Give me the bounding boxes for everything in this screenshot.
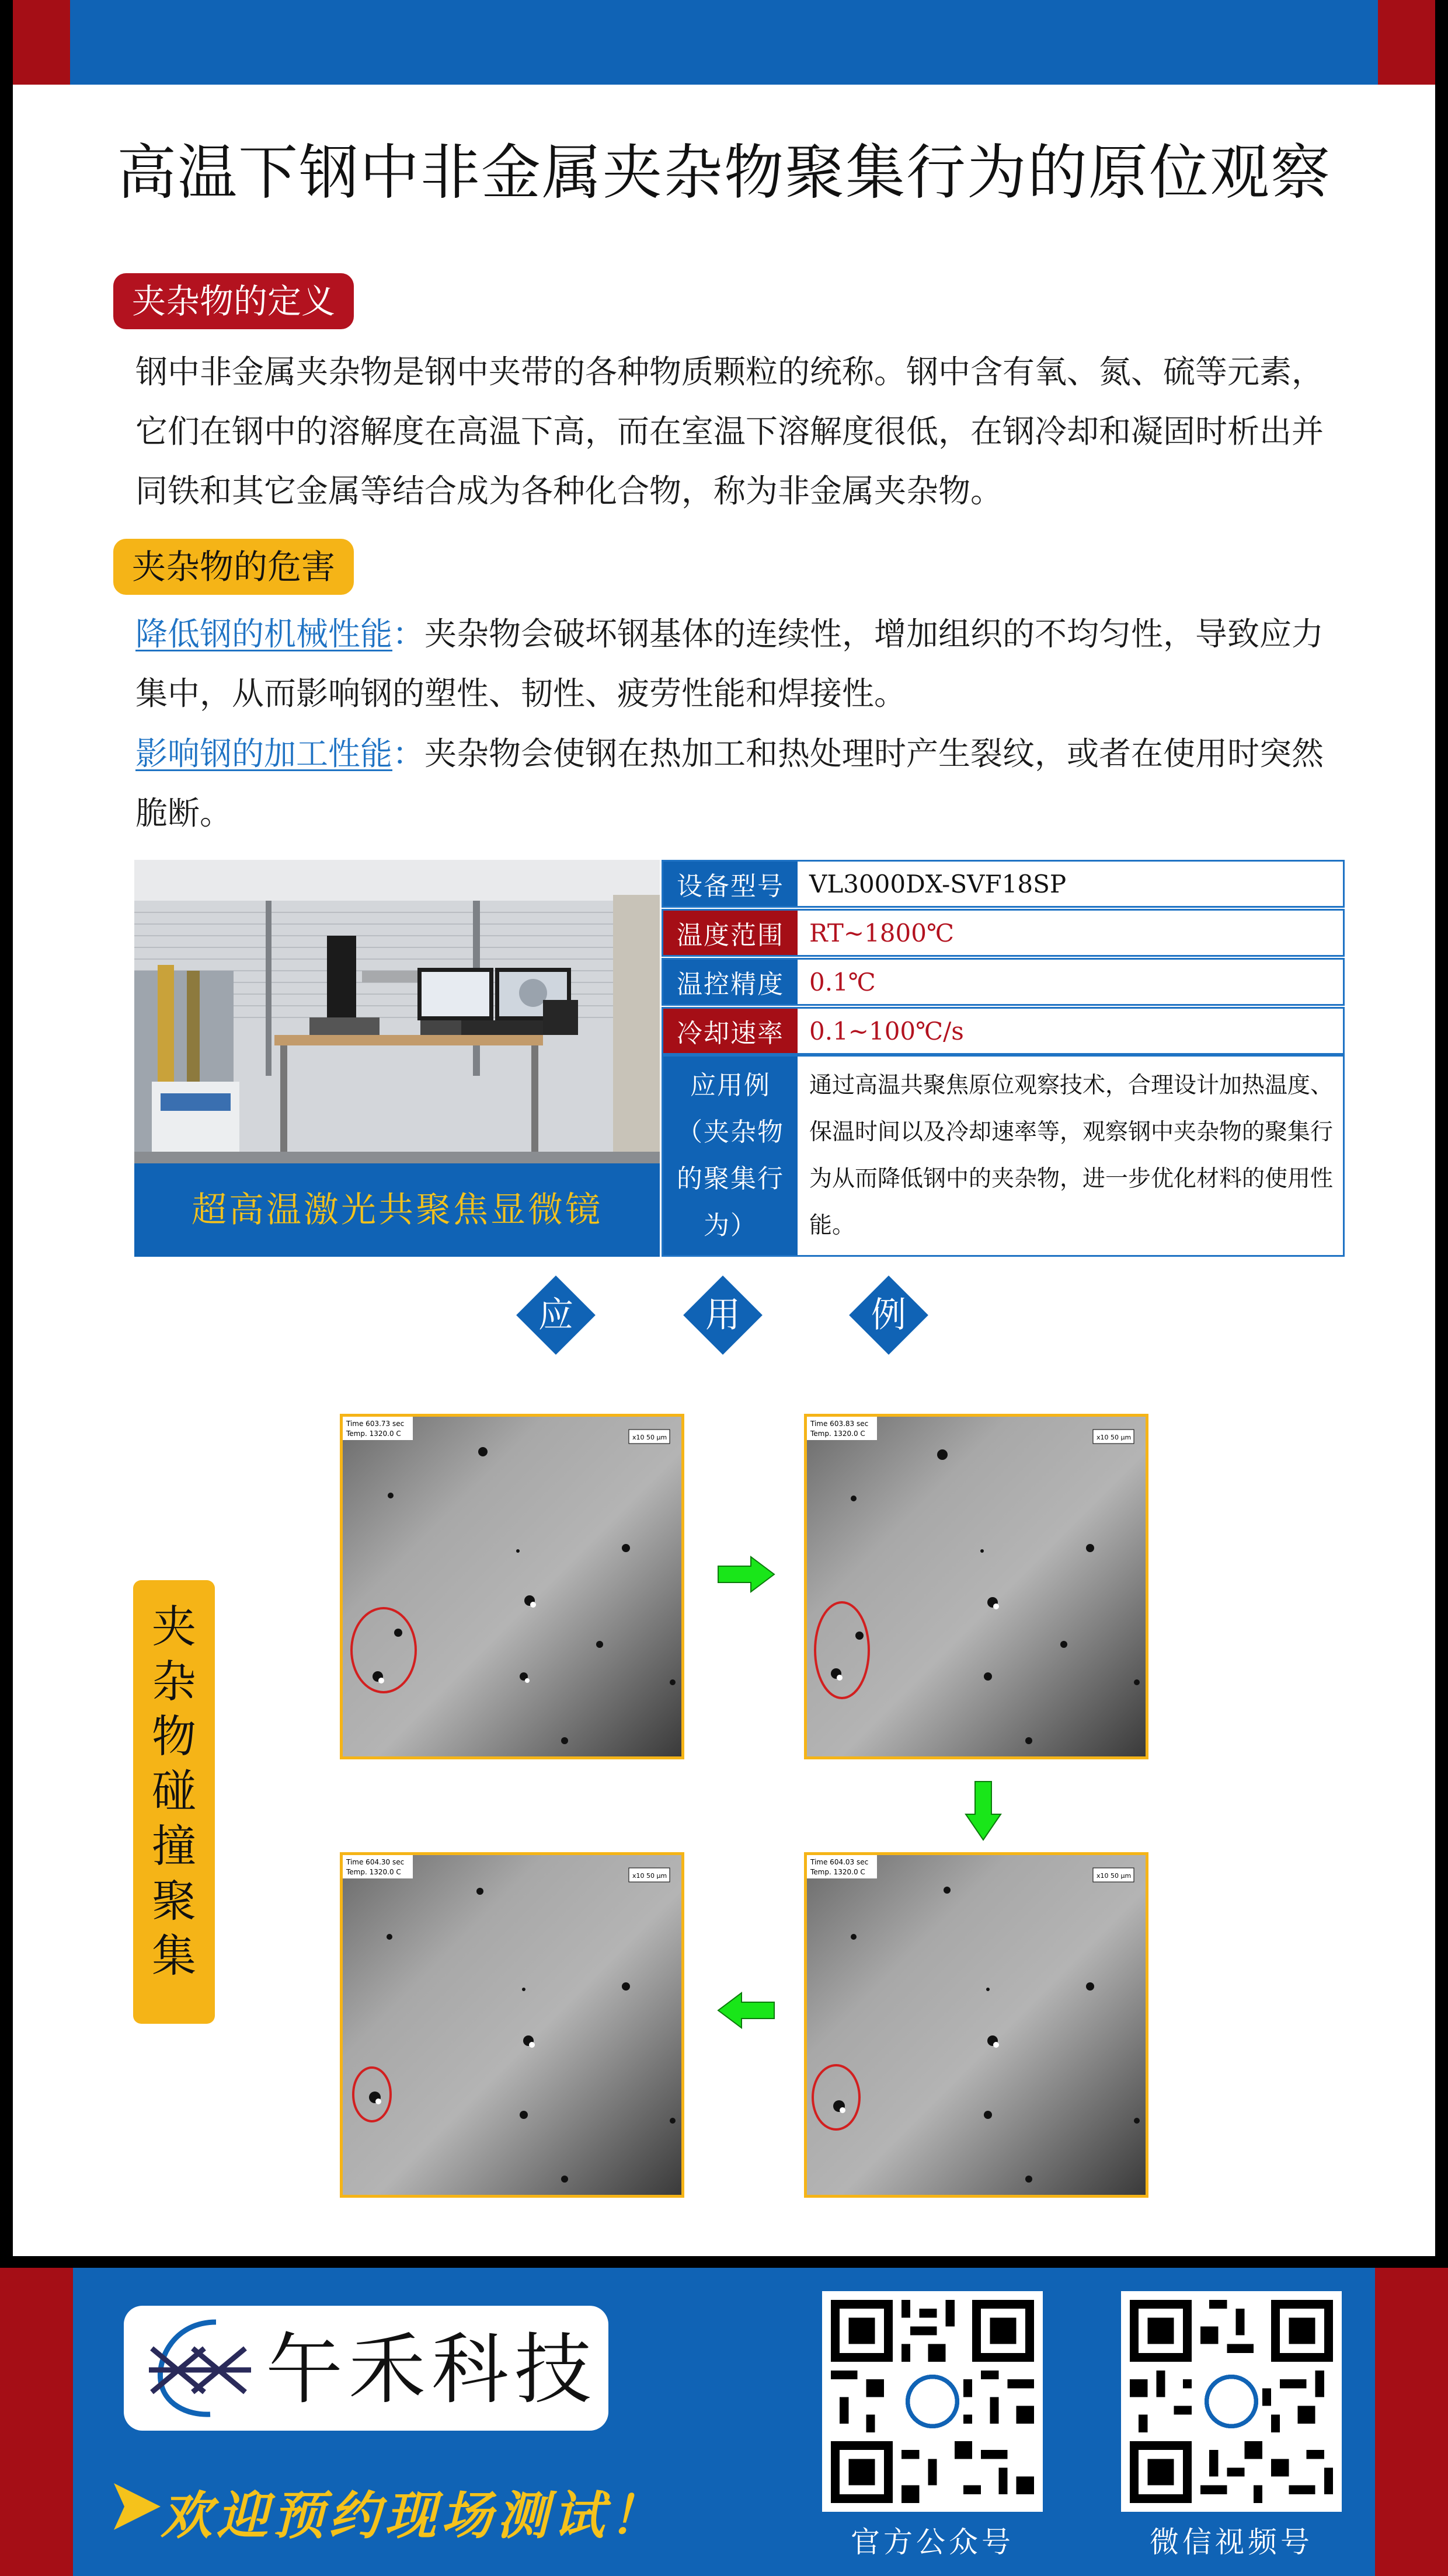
colon-1: ： [392, 615, 425, 653]
micro4-scale: x10 50 μm [632, 1872, 667, 1880]
spec-value-application: 通过高温共聚焦原位观察技术，合理设计加热温度、保温时间以及冷却速率等，观察钢中夹杂物的聚集行为从而降低钢中的夹杂物，进一步优化材料的使用性能。 [809, 1072, 1334, 1239]
spec-label-temp-accuracy: 温控精度 [663, 960, 798, 1004]
footer-red-left [0, 2268, 73, 2576]
spec-value-temp-accuracy: 0.1℃ [809, 967, 876, 996]
colon-2: ： [392, 735, 425, 772]
qr-caption-official-account: 官方公众号 [851, 2525, 1014, 2559]
spec-label-cooling-rate: 冷却速率 [663, 1009, 798, 1053]
micrograph-4 [340, 1852, 684, 2198]
micro3-scale: x10 50 μm [1097, 1872, 1132, 1880]
spec-value-cooling-rate: 0.1~100℃/s [809, 1016, 964, 1045]
side-label-text [133, 1599, 215, 1984]
micro2-time: Time 603.83 sec [810, 1420, 869, 1428]
diamond-char-2: 用 [705, 1295, 740, 1336]
company-logo-icon [140, 2316, 260, 2421]
micro2-temp: Temp. 1320.0 C [810, 1430, 865, 1438]
spec-row-temp-accuracy [662, 958, 1345, 1006]
spec-label-application: 应用例（夹杂物的聚集行为） [663, 1057, 798, 1255]
spec-row-cooling-rate [662, 1007, 1345, 1055]
diamond-char-3: 例 [871, 1295, 906, 1336]
top-banner-blue [70, 0, 1378, 85]
spec-value-model: VL3000DX-SVF18SP [809, 869, 1067, 898]
micro4-time: Time 604.30 sec [346, 1858, 405, 1866]
side-label-chars: 夹杂物碰撞聚集 [152, 1601, 196, 1982]
qr-caption-video-account: 微信视频号 [1150, 2525, 1313, 2559]
qr-code-video-account[interactable] [1121, 2291, 1342, 2512]
page-title: 高温下钢中非金属夹杂物聚集行为的原位观察 [117, 138, 1331, 208]
top-banner-red-left [13, 0, 70, 85]
arrow-right-icon [717, 1556, 775, 1593]
diamond-char-1: 应 [538, 1295, 573, 1336]
micro1-scale: x10 50 μm [632, 1434, 667, 1441]
company-name: 午禾科技 [266, 2325, 597, 2415]
spec-row-application [662, 1055, 1345, 1257]
micro4-temp: Temp. 1320.0 C [346, 1868, 401, 1876]
micro1-time: Time 603.73 sec [346, 1420, 405, 1428]
definition-text: 钢中非金属夹杂物是钢中夹带的各种物质颗粒的统称。钢中含有氧、氮、硫等元素，它们在钢中的溶解度在高温下高，而在室温下溶解度很低，在钢冷却和凝固时析出并同铁和其它金属等结合成为各种化合物，称为非金属夹杂物。 [135, 353, 1324, 510]
micro3-time: Time 604.03 sec [810, 1858, 869, 1866]
harm-item-processing [135, 724, 1332, 843]
section-tag-harm: 夹杂物的危害 [113, 539, 354, 595]
micrograph-1 [340, 1414, 684, 1759]
top-banner-red-right [1378, 0, 1435, 85]
spec-row-model [662, 860, 1345, 908]
processing-property-text: 夹杂物会使钢在热加工和热处理时产生裂纹，或者在使用时突然脆断。 [135, 735, 1324, 832]
spec-label-temp-range: 温度范围 [663, 911, 798, 955]
mechanical-property-link[interactable]: 降低钢的机械性能 [135, 615, 393, 653]
spec-label-model: 设备型号 [663, 862, 798, 906]
equipment-photo-caption: 超高温激光共聚焦显微镜 [134, 1163, 660, 1257]
micro2-scale: x10 50 μm [1097, 1434, 1132, 1441]
welcome-slogan: 欢迎预约现场测试！ [161, 2485, 666, 2546]
arrow-down-icon [965, 1780, 1002, 1841]
spec-row-temp-range [662, 909, 1345, 957]
spec-value-temp-range: RT~1800℃ [809, 918, 954, 947]
micrograph-2 [804, 1414, 1148, 1759]
qr-code-official-account[interactable] [822, 2291, 1043, 2512]
micro1-temp: Temp. 1320.0 C [346, 1430, 401, 1438]
processing-property-link[interactable]: 影响钢的加工性能 [135, 735, 393, 772]
harm-item-mechanical [135, 604, 1332, 723]
section-tag-definition: 夹杂物的定义 [113, 273, 354, 329]
equipment-photo [134, 860, 660, 1163]
micrograph-3 [804, 1852, 1148, 2198]
play-arrow-icon [114, 2483, 161, 2530]
mechanical-property-text: 夹杂物会破坏钢基体的连续性，增加组织的不均匀性，导致应力集中，从而影响钢的塑性、韧性、疲劳性能和焊接性。 [135, 615, 1324, 712]
footer-red-right [1375, 2268, 1448, 2576]
micro3-temp: Temp. 1320.0 C [810, 1868, 865, 1876]
arrow-left-icon [717, 1992, 775, 2029]
